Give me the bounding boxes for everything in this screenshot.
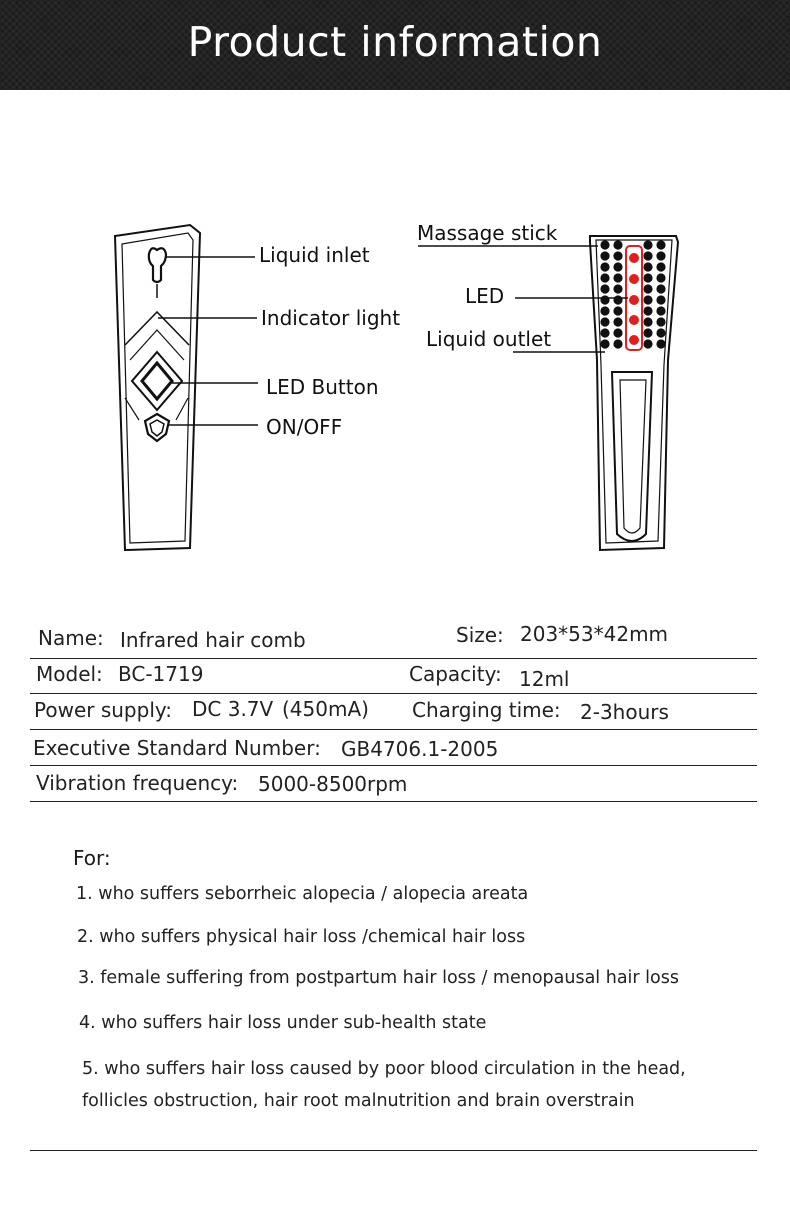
massage-stick-dot (613, 339, 622, 348)
spec-standard-value: GB4706.1-2005 (341, 737, 499, 761)
spec-size-value: 203*53*42mm (520, 622, 669, 646)
spec-standard-label: Executive Standard Number: (33, 736, 321, 760)
led-light (629, 315, 639, 325)
table-divider (30, 729, 757, 730)
spec-charging-label: Charging time: (412, 698, 561, 722)
massage-stick-dot (600, 295, 609, 304)
massage-stick-dot (656, 262, 665, 271)
indicator-light-icon (125, 312, 189, 345)
for-item: 1. who suffers seborrheic alopecia / alopecia areata (76, 884, 529, 904)
label-liquid-outlet: Liquid outlet (426, 327, 552, 351)
spec-charging-value: 2-3hours (580, 700, 669, 724)
massage-stick-dot (613, 328, 622, 337)
massage-stick-dot (600, 317, 609, 326)
spec-capacity-value: 12ml (519, 667, 570, 691)
for-item: 3. female suffering from postpartum hair loss / menopausal hair loss (78, 968, 679, 988)
massage-stick-dot (600, 273, 609, 282)
led-light (629, 295, 639, 305)
massage-stick-dot (643, 328, 652, 337)
liquid-inlet-icon (149, 248, 166, 282)
massage-stick-dot (643, 240, 652, 249)
for-item: follicles obstruction, hair root malnutrition and brain overstrain (82, 1091, 635, 1111)
spec-name-value: Infrared hair comb (120, 628, 306, 652)
massage-stick-dot (600, 306, 609, 315)
led-light (629, 274, 639, 284)
massage-stick-dot (600, 262, 609, 271)
massage-stick-dot (643, 251, 652, 260)
for-title: For: (73, 846, 111, 870)
massage-stick-dot (600, 240, 609, 249)
spec-power-current: (450mA) (282, 697, 369, 721)
led-light (629, 335, 639, 345)
table-divider (30, 693, 757, 694)
for-item: 2. who suffers physical hair loss /chemical hair loss (77, 927, 526, 947)
spec-power-label: Power supply: (34, 698, 172, 722)
massage-stick-dot (643, 339, 652, 348)
massage-stick-dot (656, 273, 665, 282)
led-lights (629, 253, 639, 345)
page-title: Product information (187, 18, 603, 66)
massage-stick-dot (656, 317, 665, 326)
device-illustration (0, 0, 790, 600)
massage-stick-dot (656, 339, 665, 348)
spec-vibration-label: Vibration frequency: (36, 771, 239, 795)
massage-stick-dot (613, 317, 622, 326)
spec-size-label: Size: (456, 623, 504, 647)
massage-stick-dot (656, 240, 665, 249)
massage-stick-dot (643, 317, 652, 326)
massage-stick-dot (600, 339, 609, 348)
massage-stick-dot (600, 328, 609, 337)
massage-stick-dot (613, 295, 622, 304)
massage-stick-dot (613, 306, 622, 315)
spec-vibration-value: 5000-8500rpm (258, 772, 408, 796)
spec-name-label: Name: (38, 626, 104, 650)
massage-stick-dot (656, 328, 665, 337)
label-liquid-inlet: Liquid inlet (259, 243, 370, 267)
massage-stick-dot (613, 240, 622, 249)
spec-capacity-label: Capacity: (409, 662, 502, 686)
massage-stick-dot (613, 262, 622, 271)
label-massage-stick: Massage stick (417, 221, 558, 245)
table-divider (30, 801, 757, 802)
massage-stick-dot (643, 262, 652, 271)
label-led: LED (465, 284, 505, 308)
massage-stick-dot (613, 284, 622, 293)
massage-stick-dot (656, 306, 665, 315)
massage-stick-dot (656, 284, 665, 293)
for-item: 5. who suffers hair loss caused by poor blood circulation in the head, (82, 1059, 686, 1079)
massage-stick-dot (600, 251, 609, 260)
spec-power-value: DC 3.7V (192, 697, 274, 721)
massage-stick-dot (643, 306, 652, 315)
led-light (629, 253, 639, 263)
massage-stick-dot (643, 284, 652, 293)
label-on-off: ON/OFF (266, 415, 343, 439)
massage-stick-dot (643, 295, 652, 304)
massage-stick-dot (600, 284, 609, 293)
device-front (115, 225, 258, 550)
for-item: 4. who suffers hair loss under sub-health state (79, 1013, 487, 1033)
massage-stick-dot (656, 251, 665, 260)
massage-stick-dot (643, 273, 652, 282)
table-divider (30, 658, 757, 659)
label-indicator-light: Indicator light (261, 306, 401, 330)
spec-model-label: Model: (36, 662, 103, 686)
massage-stick-dot (613, 273, 622, 282)
bottom-divider (30, 1150, 757, 1151)
massage-stick-dot (613, 251, 622, 260)
massage-stick-dot (656, 295, 665, 304)
label-led-button: LED Button (266, 375, 379, 399)
spec-model-value: BC-1719 (118, 662, 204, 686)
table-divider (30, 765, 757, 766)
